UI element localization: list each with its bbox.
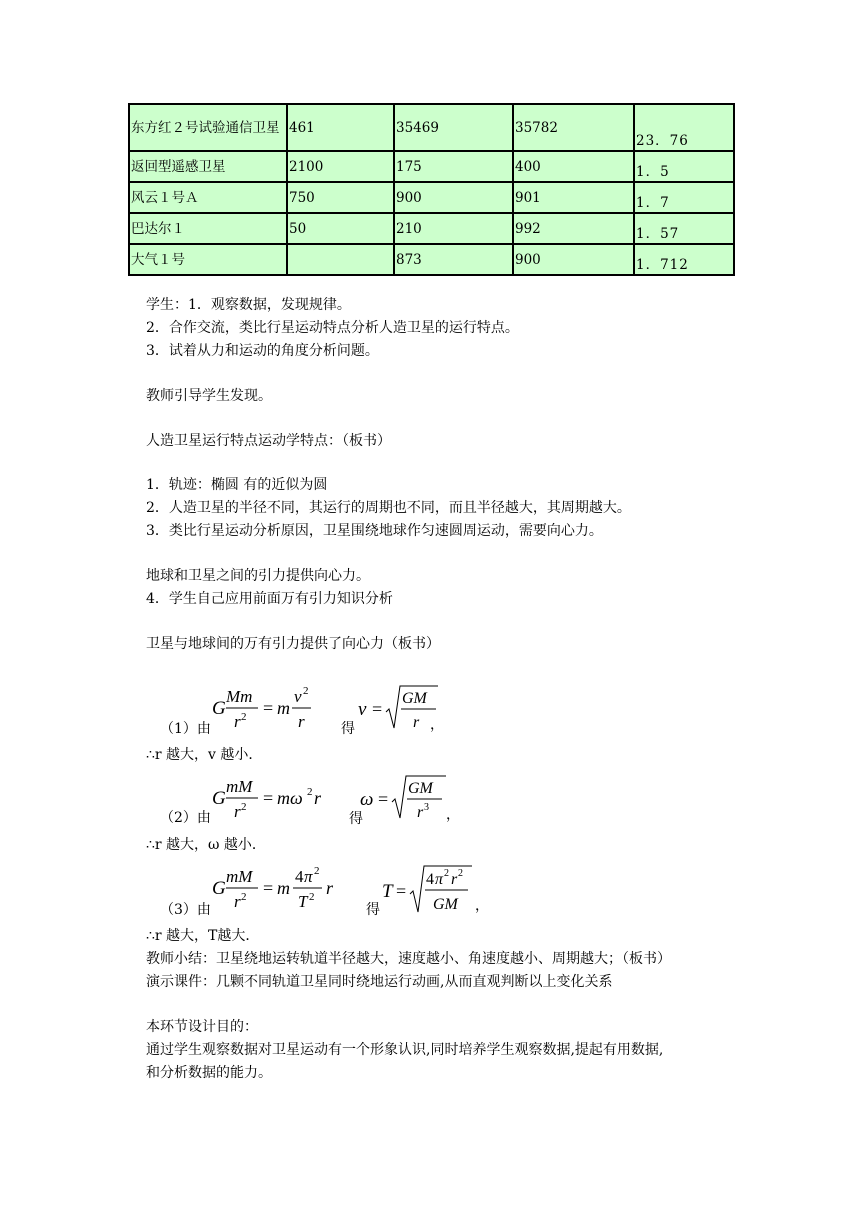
paragraph: 1．轨迹：椭圆 有的近似为圆 bbox=[146, 477, 328, 493]
svg-text:v: v bbox=[358, 699, 367, 720]
paragraph: 3．类比行星运动分析原因，卫星围绕地球作匀速圆周运动，需要向心力。 bbox=[146, 523, 603, 539]
comma: ， bbox=[430, 717, 444, 733]
table-row bbox=[129, 151, 734, 182]
table-cell: 东方红２号试验通信卫星 bbox=[129, 104, 287, 151]
summary-line: 教师小结：卫星绕地运转轨道半径越大，速度越小、角速度越小、周期越大；（板书） bbox=[146, 951, 671, 967]
table-cell: 返回型遥感卫星 bbox=[129, 151, 287, 182]
de-label: 得 bbox=[341, 721, 355, 737]
svg-text:GM: GM bbox=[408, 780, 433, 797]
summary-line: 本环节设计目的： bbox=[146, 1019, 258, 1035]
svg-text:π: π bbox=[304, 867, 313, 886]
svg-text:2: 2 bbox=[444, 868, 449, 879]
svg-text:G: G bbox=[212, 698, 226, 719]
svg-text:2: 2 bbox=[309, 891, 315, 903]
summary-line: 和分析数据的能力。 bbox=[146, 1065, 272, 1081]
paragraph: 卫星与地球间的万有引力提供了向心力（板书） bbox=[146, 636, 440, 652]
svg-text:=: = bbox=[378, 789, 389, 809]
paragraph: 4．学生自己应用前面万有引力知识分析 bbox=[146, 591, 393, 607]
table-row bbox=[129, 182, 734, 213]
svg-text:r: r bbox=[417, 804, 424, 821]
svg-text:2: 2 bbox=[241, 801, 247, 813]
svg-text:T: T bbox=[298, 892, 308, 911]
svg-text:r: r bbox=[234, 712, 241, 731]
svg-text:ω: ω bbox=[360, 789, 374, 810]
table-cell: 873 bbox=[394, 244, 513, 275]
table-row bbox=[129, 104, 734, 151]
svg-text:4: 4 bbox=[426, 871, 434, 888]
table-row bbox=[129, 244, 734, 275]
paragraph: 学生：1．观察数据，发现规律。 bbox=[146, 297, 351, 313]
formula-label: （2）由 bbox=[160, 810, 211, 826]
table-cell: 风云１号Ａ bbox=[129, 182, 287, 213]
table-cell: 50 bbox=[287, 213, 394, 244]
svg-text:m: m bbox=[277, 698, 290, 718]
svg-text:r: r bbox=[234, 802, 241, 821]
svg-text:GM: GM bbox=[433, 896, 458, 913]
table-cell: 1．5 bbox=[634, 151, 734, 182]
svg-text:GM: GM bbox=[402, 690, 427, 707]
formula-3 bbox=[210, 862, 480, 922]
svg-text:=: = bbox=[372, 699, 383, 719]
summary-line: 通过学生观察数据对卫星运动有一个形象认识,同时培养学生观察数据,提起有用数据, bbox=[146, 1042, 664, 1058]
svg-text:4: 4 bbox=[295, 867, 304, 886]
summary-line: 演示课件：几颗不同轨道卫星同时绕地运行动画,从而直观判断以上变化关系 bbox=[146, 974, 613, 990]
table-cell: 400 bbox=[513, 151, 634, 182]
svg-text:2: 2 bbox=[303, 685, 309, 697]
table-cell: 35469 bbox=[394, 104, 513, 151]
svg-text:=: = bbox=[263, 788, 274, 808]
table-cell: 900 bbox=[394, 182, 513, 213]
formula-label: （3）由 bbox=[160, 902, 211, 918]
svg-text:2: 2 bbox=[307, 786, 313, 798]
table-cell: 2100 bbox=[287, 151, 394, 182]
table-cell: 1．712 bbox=[634, 244, 734, 275]
svg-text:mω: mω bbox=[277, 788, 303, 808]
svg-text:=: = bbox=[263, 878, 274, 898]
table-cell: 901 bbox=[513, 182, 634, 213]
paragraph: 3．试着从力和运动的角度分析问题。 bbox=[146, 343, 379, 359]
svg-text:=: = bbox=[396, 881, 407, 901]
paragraph: 地球和卫星之间的引力提供向心力。 bbox=[146, 568, 370, 584]
svg-text:v: v bbox=[294, 687, 302, 706]
table-cell: 23．76 bbox=[634, 104, 734, 151]
table-cell: 750 bbox=[287, 182, 394, 213]
paragraph: 2．人造卫星的半径不同，其运行的周期也不同，而且半径越大，其周期越大。 bbox=[146, 500, 631, 516]
formula-2 bbox=[210, 772, 460, 828]
svg-text:3: 3 bbox=[424, 802, 429, 813]
svg-text:2: 2 bbox=[241, 711, 247, 723]
svg-text:mM: mM bbox=[226, 867, 253, 886]
formula-label: （1）由 bbox=[160, 721, 211, 737]
svg-text:T: T bbox=[382, 881, 393, 902]
svg-text:π: π bbox=[435, 871, 444, 888]
svg-text:r: r bbox=[326, 878, 334, 898]
svg-text:=: = bbox=[263, 698, 274, 718]
table-cell: 992 bbox=[513, 213, 634, 244]
table-cell: 1．57 bbox=[634, 213, 734, 244]
svg-text:2: 2 bbox=[241, 891, 247, 903]
table-cell: 210 bbox=[394, 213, 513, 244]
svg-text:m: m bbox=[277, 878, 290, 898]
svg-text:r: r bbox=[314, 788, 322, 808]
svg-text:r: r bbox=[234, 892, 241, 911]
svg-text:mM: mM bbox=[226, 777, 253, 796]
table-cell: 35782 bbox=[513, 104, 634, 151]
de-label: 得 bbox=[366, 902, 380, 918]
table-cell: 175 bbox=[394, 151, 513, 182]
svg-text:G: G bbox=[212, 788, 226, 809]
svg-text:2: 2 bbox=[458, 868, 463, 879]
svg-text:r: r bbox=[413, 714, 420, 731]
formula-1 bbox=[210, 682, 450, 738]
table-cell: 900 bbox=[513, 244, 634, 275]
conclusion: ∴r 越大，ω 越小． bbox=[146, 837, 266, 853]
svg-text:2: 2 bbox=[314, 865, 320, 877]
table-cell bbox=[287, 244, 394, 275]
svg-text:G: G bbox=[212, 878, 226, 899]
comma: ， bbox=[475, 898, 489, 914]
table-cell: 461 bbox=[287, 104, 394, 151]
conclusion: ∴r 越大，v 越小． bbox=[146, 747, 263, 763]
satellite-data-table bbox=[128, 103, 735, 276]
comma: ， bbox=[446, 807, 460, 823]
paragraph: 教师引导学生发现。 bbox=[146, 388, 272, 404]
table-cell: 1．7 bbox=[634, 182, 734, 213]
conclusion: ∴r 越大，T越大． bbox=[146, 928, 260, 944]
paragraph: 2．合作交流，类比行星运动特点分析人造卫星的运行特点。 bbox=[146, 320, 519, 336]
svg-text:r: r bbox=[298, 712, 305, 731]
svg-text:Mm: Mm bbox=[226, 687, 253, 706]
table-cell: 巴达尔１ bbox=[129, 213, 287, 244]
svg-text:r: r bbox=[451, 871, 458, 888]
table-row bbox=[129, 213, 734, 244]
de-label: 得 bbox=[349, 811, 363, 827]
paragraph: 人造卫星运行特点运动学特点：（板书） bbox=[146, 433, 391, 449]
table-cell: 大气１号 bbox=[129, 244, 287, 275]
